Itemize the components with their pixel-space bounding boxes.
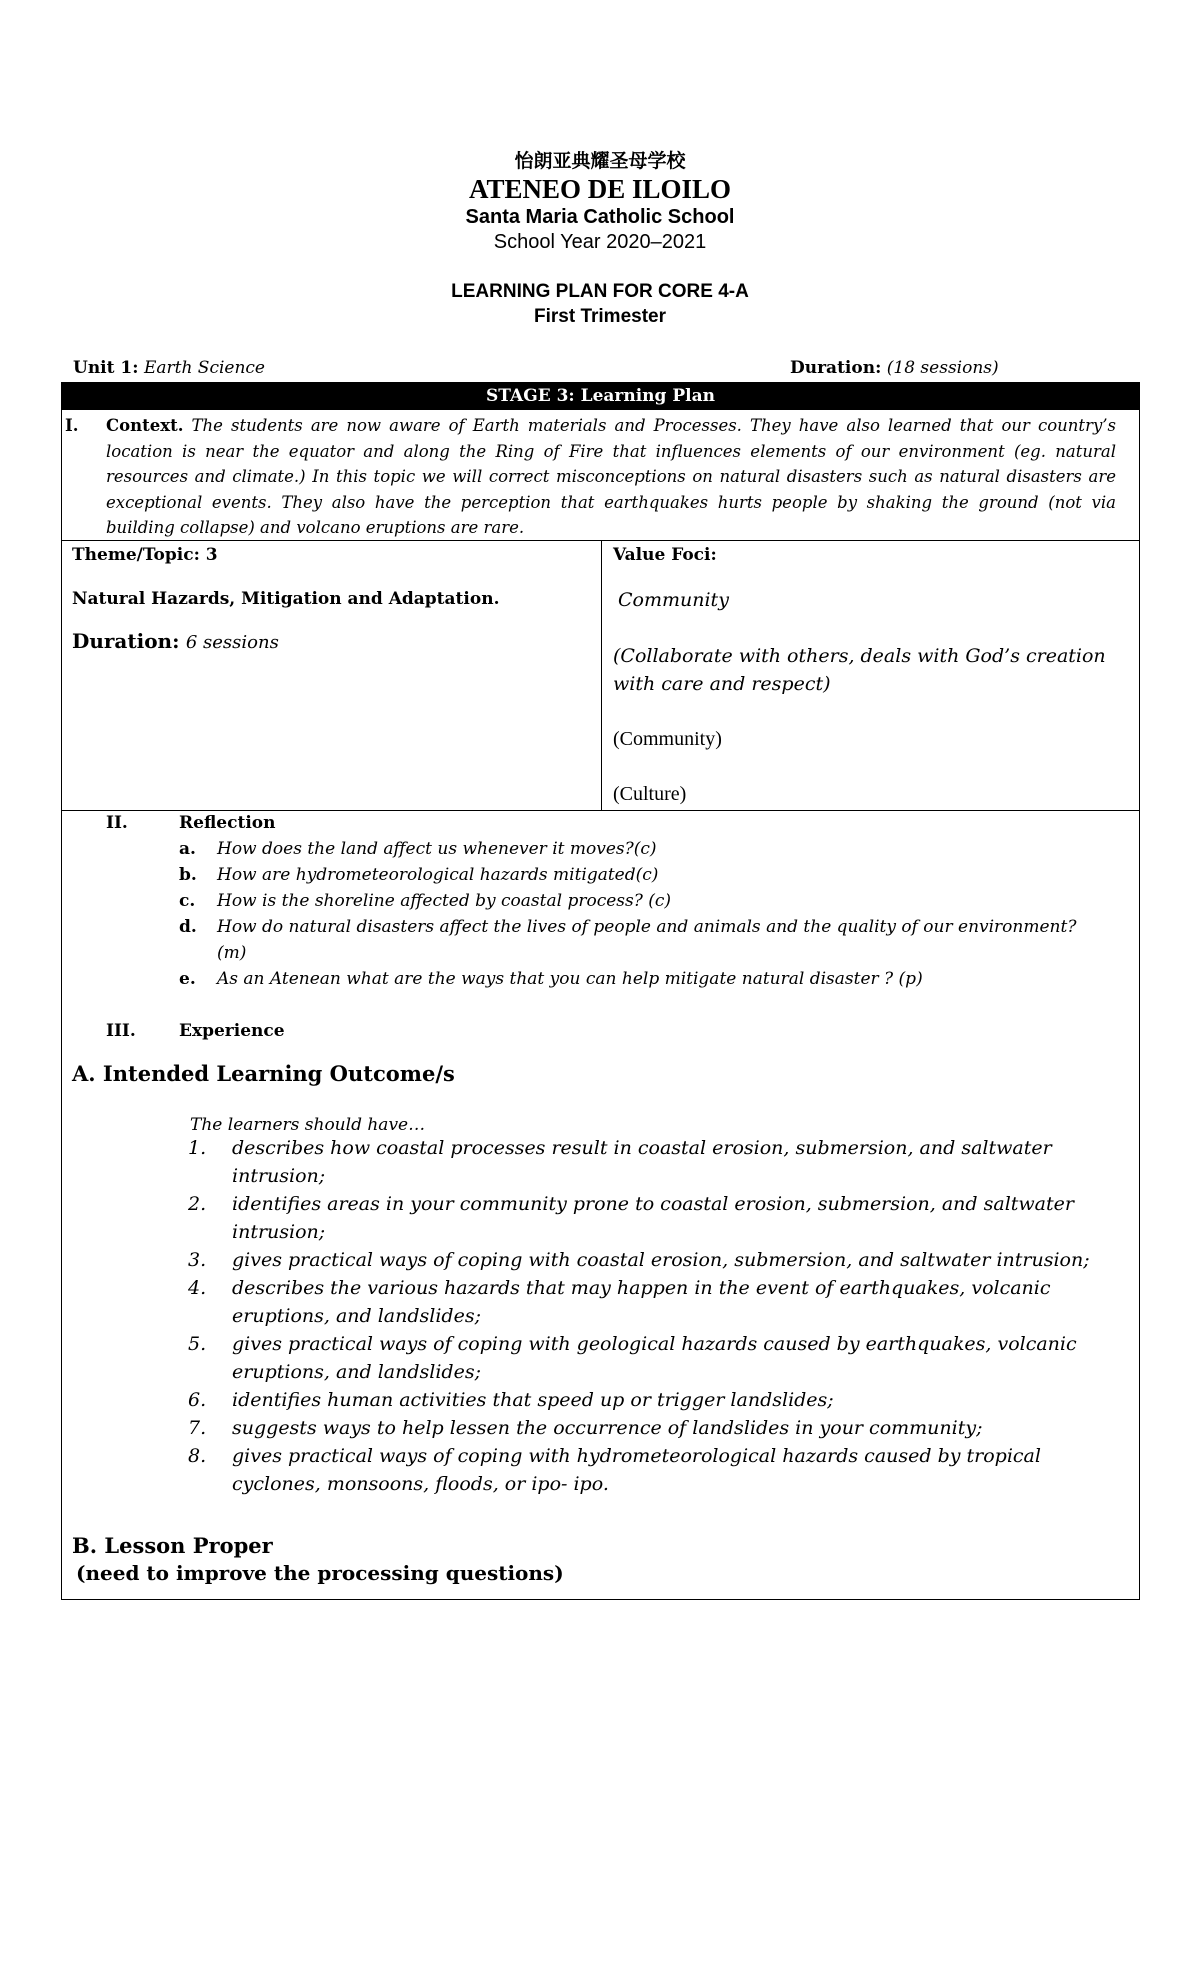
reflection-question-cont: (m) <box>217 943 247 963</box>
plan-title: LEARNING PLAN FOR CORE 4-A <box>451 281 749 302</box>
outcome-text: describes the various hazards that may happen in the event of earthquakes, volcanic <box>232 1277 1051 1299</box>
outcomes-intro: The learners should have… <box>190 1115 426 1135</box>
chinese-school-name: 怡朗亚典耀圣母学校 <box>514 150 686 172</box>
outcome-text: identifies areas in your community prone to coastal erosion, submersion, and saltwater <box>232 1193 1074 1215</box>
experience-label: Experience <box>179 1021 285 1041</box>
context-label: Context. <box>106 416 184 435</box>
unit-info <box>73 358 265 378</box>
outcome-text-cont: eruptions, and landslides; <box>232 1305 481 1327</box>
value-foci-description: with care and respect) <box>613 673 831 695</box>
outcome-text: identifies human activities that speed up or trigger landslides; <box>232 1389 834 1411</box>
unit-duration-label: Duration: <box>790 358 882 378</box>
outcome-number: 2. <box>188 1193 207 1215</box>
outcomes-heading: A. Intended Learning Outcome/s <box>72 1061 455 1086</box>
experience-numeral: III. <box>106 1021 136 1041</box>
outcome-text-cont: intrusion; <box>232 1221 326 1243</box>
school-subtitle: Santa Maria Catholic School <box>465 206 735 228</box>
learning-plan-table <box>61 382 1140 1600</box>
theme-duration-label: Duration: <box>72 629 180 653</box>
stage-title: STAGE 3: Learning Plan <box>62 383 1139 410</box>
reflection-label: Reflection <box>179 813 276 833</box>
outcome-text: suggests ways to help lessen the occurrence of landslides in your community; <box>232 1417 983 1439</box>
context-text: The students are now aware of Earth materials and Processes. They have also learned that our country’s location is near the equator and along the Ring of Fire that influences elements of our environment (eg. natural resources and climate.) In this topic we will correct misconceptions on natural disasters such as natural disasters are exceptional events. They also have the perception that earthquakes hurts people by shaking the ground (not via building collapse) and volcano eruptions are rare. <box>106 416 1116 537</box>
outcome-text: gives practical ways of coping with hydrometeorological hazards caused by tropical <box>232 1445 1041 1467</box>
value-foci-description: (Collaborate with others, deals with God’s creation <box>613 645 1106 667</box>
divider <box>62 810 1139 811</box>
reflection-letter: d. <box>179 917 197 937</box>
reflection-question: How is the shoreline affected by coastal process? (c) <box>217 891 672 911</box>
outcome-text: gives practical ways of coping with geological hazards caused by earthquakes, volcanic <box>232 1333 1077 1355</box>
reflection-question: How does the land affect us whenever it moves?(c) <box>217 839 657 859</box>
reflection-question: How are hydrometeorological hazards mitigated(c) <box>217 865 659 885</box>
reflection-letter: c. <box>179 891 196 911</box>
reflection-letter: e. <box>179 969 196 989</box>
unit-duration <box>790 358 999 378</box>
value-foci-label: Value Foci: <box>613 545 717 565</box>
school-name: ATENEO DE ILOILO <box>468 174 732 204</box>
theme-duration-value: 6 sessions <box>185 632 279 653</box>
outcome-number: 5. <box>188 1333 207 1355</box>
lesson-heading: B. Lesson Proper <box>72 1533 273 1558</box>
outcome-text-cont: eruptions, and landslides; <box>232 1361 481 1383</box>
outcome-text: describes how coastal processes result in coastal erosion, submersion, and saltwater <box>232 1137 1052 1159</box>
value-foci-primary: Community <box>618 589 729 611</box>
outcome-number: 1. <box>188 1137 207 1159</box>
unit-duration-value: (18 sessions) <box>886 358 999 378</box>
outcome-text-cont: cyclones, monsoons, floods, or ipo- ipo. <box>232 1473 609 1495</box>
context-numeral: I. <box>65 416 79 435</box>
theme-label: Theme/Topic: 3 <box>72 545 218 565</box>
theme-title: Natural Hazards, Mitigation and Adaptation. <box>72 589 500 609</box>
reflection-numeral: II. <box>106 813 128 833</box>
reflection-letter: a. <box>179 839 196 859</box>
outcome-number: 3. <box>188 1249 207 1271</box>
reflection-question: As an Atenean what are the ways that you can help mitigate natural disaster ? (p) <box>217 969 923 989</box>
value-foci-tag: (Community) <box>613 728 722 750</box>
reflection-question: How do natural disasters affect the lives of people and animals and the quality of our environment? <box>217 917 1077 937</box>
unit-label: Unit 1: <box>73 358 139 378</box>
trimester: First Trimester <box>534 306 666 327</box>
school-year: School Year 2020–2021 <box>493 231 707 253</box>
outcome-number: 6. <box>188 1389 207 1411</box>
value-foci-tag: (Culture) <box>613 783 687 805</box>
outcome-number: 7. <box>188 1417 207 1439</box>
context-section <box>62 410 1139 540</box>
context-paragraph <box>106 413 1116 541</box>
outcome-text: gives practical ways of coping with coastal erosion, submersion, and saltwater intrusion; <box>232 1249 1090 1271</box>
outcome-number: 8. <box>188 1445 207 1467</box>
outcome-text-cont: intrusion; <box>232 1165 326 1187</box>
column-divider <box>601 540 602 810</box>
reflection-letter: b. <box>179 865 197 885</box>
outcome-number: 4. <box>188 1277 207 1299</box>
lesson-note: (need to improve the processing questions) <box>76 1561 564 1585</box>
unit-value: Earth Science <box>143 358 265 378</box>
